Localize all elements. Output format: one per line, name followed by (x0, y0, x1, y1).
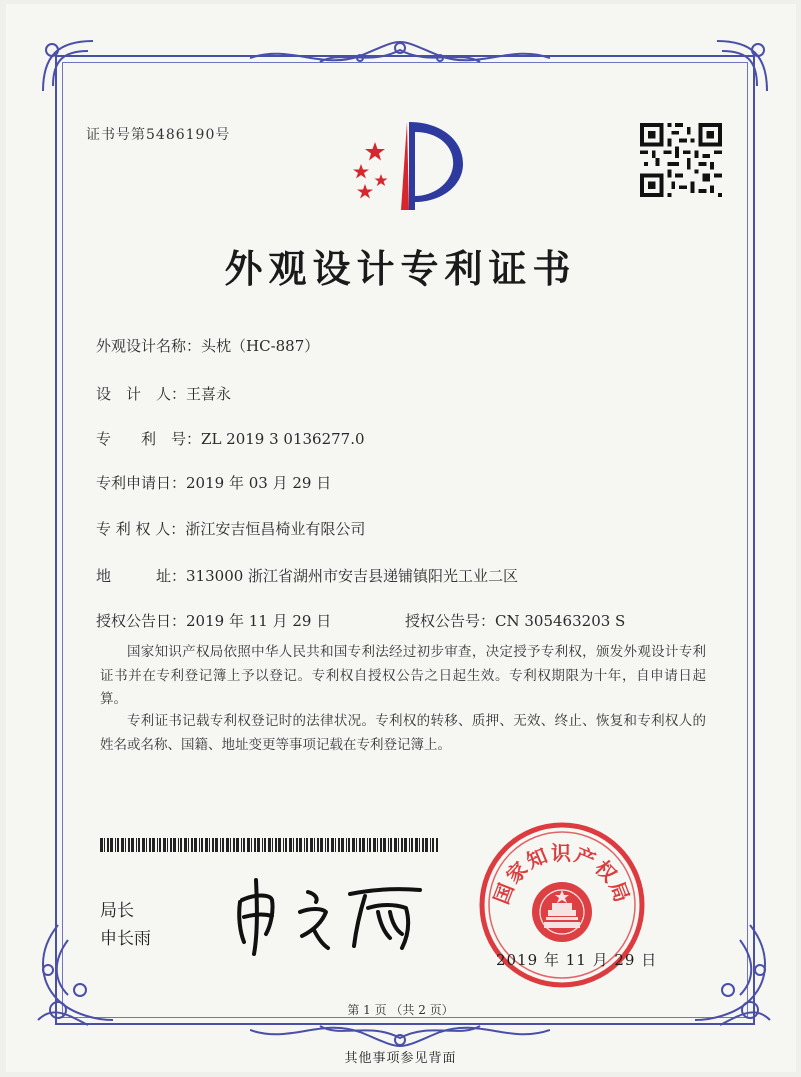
address-label: 地 址： (96, 567, 187, 585)
application-date-field (96, 472, 331, 493)
grant-date-value: 2019 年 11 月 29 日 (186, 612, 332, 630)
body-paragraph-1: 国家知识产权局依照中华人民共和国专利法经过初步审查，决定授予专利权，颁发外观设计专利证书并在专利登记簿上予以登记。专利权自授权公告之日起生效。专利权期限为十年，自申请日起算。 (100, 644, 706, 707)
design-name-field (96, 335, 319, 356)
cnipa-logo (345, 118, 470, 210)
top-ornament (250, 36, 550, 76)
bottom-ornament (250, 1012, 550, 1052)
document-title: 外观设计专利证书 (224, 246, 577, 291)
design-name-label: 外观设计名称： (96, 337, 202, 355)
seal-text: 国家知识产权局 (489, 841, 635, 908)
corner-ornament-top-right (712, 36, 772, 96)
designer-value: 王喜永 (186, 385, 232, 403)
body-paragraph-2: 专利证书记载专利权登记时的法律状况。专利权的转移、质押、无效、终止、恢复和专利权人的姓名或名称、国籍、地址变更等事项记载在专利登记簿上。 (100, 713, 706, 753)
grant-date-label: 授权公告日： (96, 612, 187, 630)
design-name-value: 头枕（HC-887） (201, 337, 320, 355)
corner-ornament-top-left (38, 36, 98, 96)
address-value: 313000 浙江省湖州市安吉县递铺镇阳光工业二区 (186, 567, 519, 585)
qr-code (640, 123, 722, 197)
page-number: 第 1 页 （共 2 页） (347, 1003, 454, 1017)
footer-note: 其他事项参见背面 (344, 1051, 457, 1066)
patent-number-field (96, 428, 365, 449)
handwritten-signature (230, 872, 430, 957)
barcode (100, 838, 438, 852)
application-date-label: 专利申请日： (96, 474, 187, 492)
director-name: 申长雨 (100, 929, 151, 949)
certificate-number: 证书号第5486190号 (86, 127, 231, 143)
patentee-label: 专 利 权 人： (96, 520, 186, 538)
grant-number-value: CN 305463203 S (495, 612, 626, 630)
patent-number-label: 专 利 号： (96, 430, 202, 448)
grant-number-label: 授权公告号： (405, 612, 496, 630)
grant-number-field (405, 610, 625, 631)
designer-label: 设 计 人： (96, 385, 187, 403)
patentee-value: 浙江安吉恒昌椅业有限公司 (185, 520, 366, 538)
seal-date: 2019 年 11 月 29 日 (496, 951, 658, 969)
grant-date-field (96, 610, 331, 631)
director-title: 局长 (100, 901, 134, 921)
address-field (96, 565, 518, 586)
designer-field (96, 383, 231, 404)
patentee-field (96, 518, 365, 539)
patent-number-value: ZL 2019 3 0136277.0 (201, 430, 365, 448)
application-date-value: 2019 年 03 月 29 日 (186, 474, 332, 492)
